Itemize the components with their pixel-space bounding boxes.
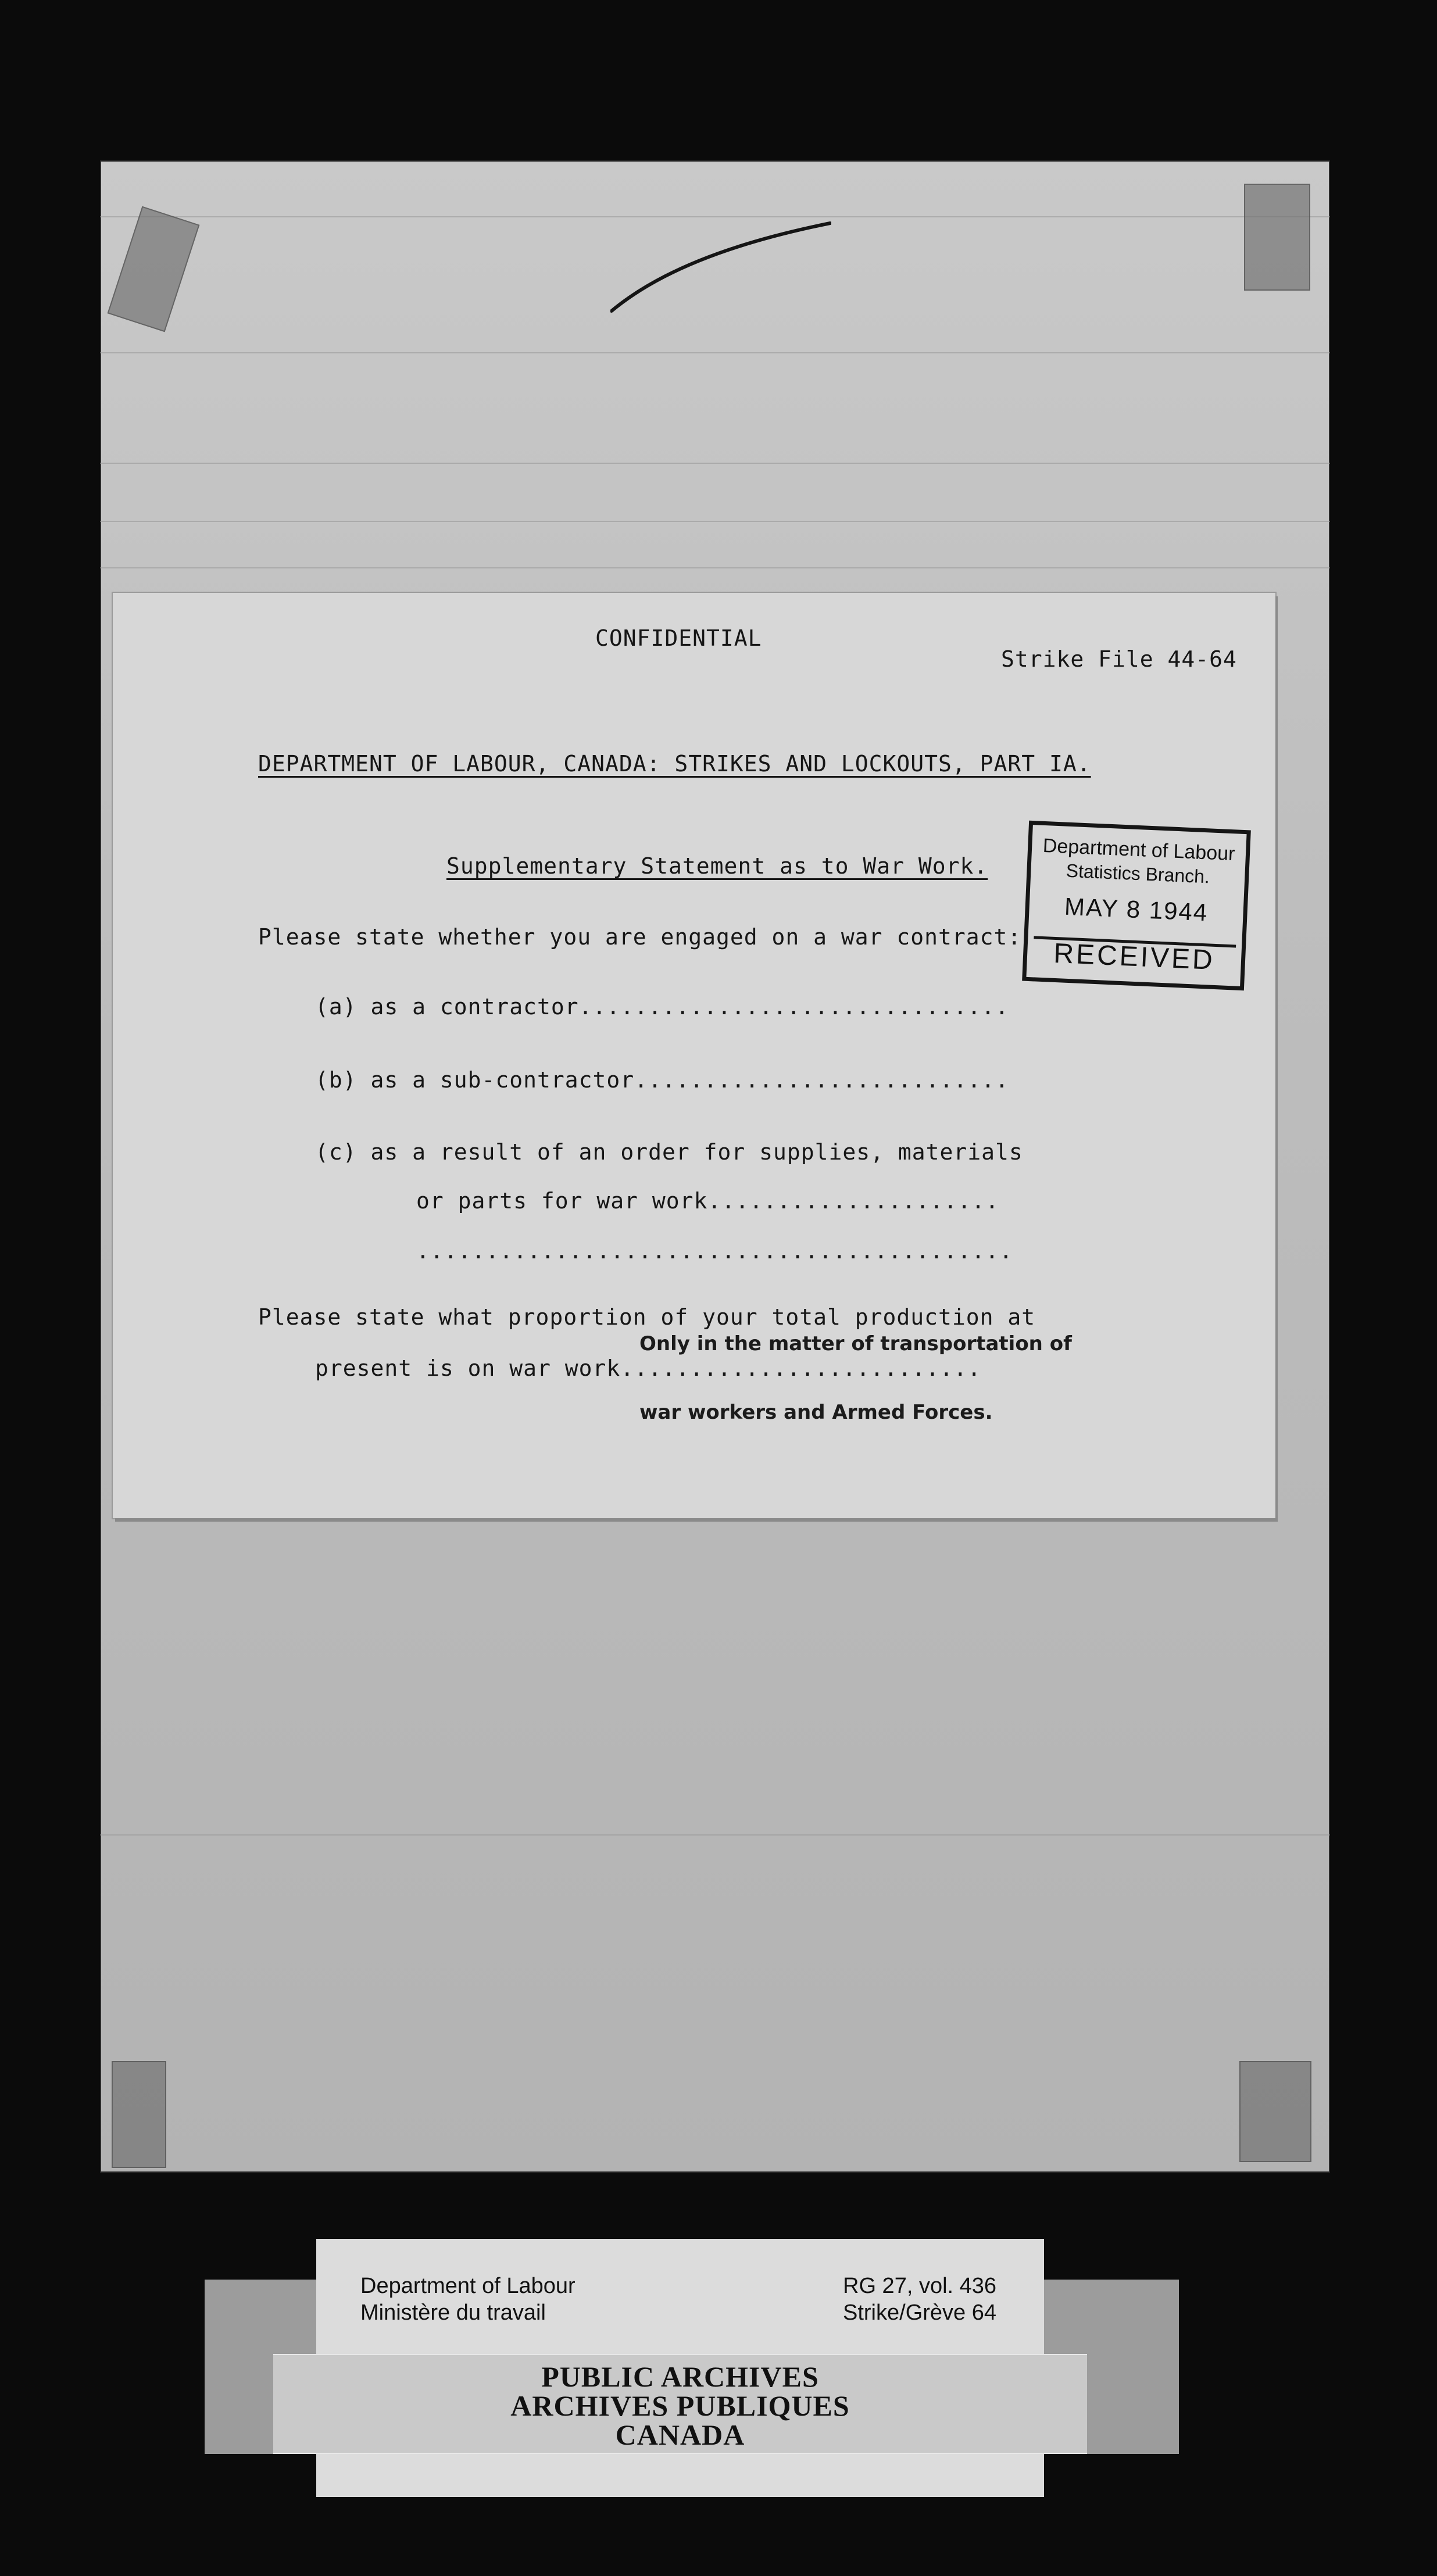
tape-bottom-left <box>112 2061 166 2168</box>
ruling-line <box>100 567 1330 568</box>
tape-bottom-right <box>1239 2061 1311 2162</box>
stamp-date: MAY 8 1944 <box>1064 892 1209 926</box>
question-war-contract: Please state whether you are engaged on a war contract: <box>258 924 1022 950</box>
department-heading: DEPARTMENT OF LABOUR, CANADA: STRIKES AND LOCKOUTS, PART IA. <box>258 751 1091 777</box>
confidential-label: CONFIDENTIAL <box>595 625 762 651</box>
label-department-en: Department of Labour <box>360 2274 575 2298</box>
label-public-archives: PUBLIC ARCHIVES <box>541 2360 819 2393</box>
received-stamp <box>1022 821 1251 990</box>
strike-file-number: Strike File 44-64 <box>1001 646 1237 672</box>
stamp-received: RECEIVED <box>1053 938 1216 976</box>
archive-label-band <box>273 2354 1087 2454</box>
ruling-line <box>100 521 1330 522</box>
ruling-line <box>100 1834 1330 1836</box>
tape-top-left <box>108 206 200 332</box>
label-archives-publiques: ARCHIVES PUBLIQUES <box>510 2389 850 2422</box>
option-contractor: (a) as a contractor............................... <box>315 994 1009 1019</box>
tape-top-right <box>1244 184 1310 291</box>
ruling-line <box>100 463 1330 464</box>
question-proportion-line2: present is on war work.......................... <box>315 1355 982 1381</box>
label-department-fr: Ministère du travail <box>360 2300 546 2325</box>
stamp-branch: Statistics Branch. <box>1066 860 1210 888</box>
ruling-line <box>100 216 1330 217</box>
answer-line2: war workers and Armed Forces. <box>639 1401 993 1424</box>
stamp-department: Department of Labour <box>1042 834 1236 865</box>
label-strike-number: Strike/Grève 64 <box>843 2300 996 2325</box>
ruling-line <box>100 352 1330 353</box>
option-sub-contractor: (b) as a sub-contractor........................... <box>315 1067 1009 1093</box>
question-proportion-line1: Please state what proportion of your total production at <box>258 1304 1036 1330</box>
option-supplies-line1: (c) as a result of an order for supplies, materials <box>315 1139 1023 1165</box>
option-supplies-line3: ........................................... <box>416 1238 1013 1264</box>
option-supplies-line2: or parts for war work..................... <box>416 1188 999 1214</box>
label-canada: CANADA <box>615 2418 745 2451</box>
typed-form <box>113 593 1275 1518</box>
pen-stroke-mark <box>610 221 831 314</box>
label-record-group: RG 27, vol. 436 <box>843 2274 997 2298</box>
form-subtitle: Supplementary Statement as to War Work. <box>446 853 988 879</box>
answer-line1: Only in the matter of transportation of <box>639 1332 1072 1355</box>
